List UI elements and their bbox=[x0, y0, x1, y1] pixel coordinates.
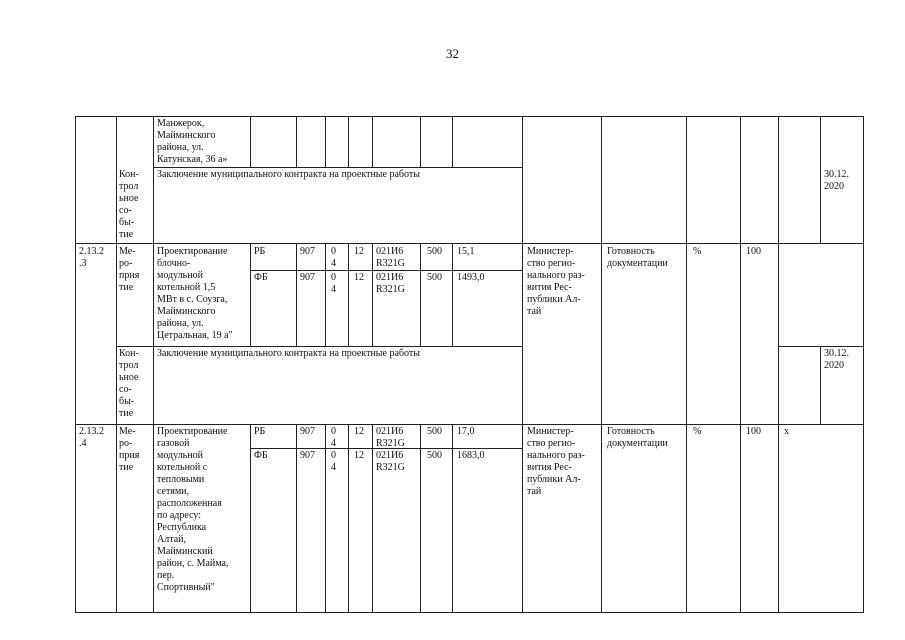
fin-rz: 0 4 bbox=[331, 272, 336, 295]
fin-sum: 1683,0 bbox=[457, 450, 485, 461]
row-name: Проектирование блочно- модульной котельной 1,5 МВт в с. Соузга, Майминского района, ул. Цетральная, 19 а" bbox=[157, 246, 233, 341]
fin-rz: 0 4 bbox=[331, 426, 336, 449]
fin-pr: 12 bbox=[354, 450, 364, 461]
fin-pr: 12 bbox=[354, 426, 364, 437]
fin-source: ФБ bbox=[254, 450, 268, 461]
fin-sum: 17,0 bbox=[457, 426, 475, 437]
control-event-date: 30.12. 2020 bbox=[824, 169, 849, 192]
fin-rz: 0 4 bbox=[331, 246, 336, 269]
row-type: Ме- ро- прия тие bbox=[119, 246, 140, 293]
row-value: 100 bbox=[746, 246, 761, 257]
fin-csr: 021И6 R321G bbox=[376, 272, 405, 295]
row-indicator: Готовность документации bbox=[607, 426, 668, 449]
fin-sum: 15,1 bbox=[457, 246, 475, 257]
fin-pr: 12 bbox=[354, 246, 364, 257]
fin-csr: 021И6 R321G bbox=[376, 246, 405, 269]
fin-grbs: 907 bbox=[300, 272, 315, 283]
fin-source: ФБ bbox=[254, 272, 268, 283]
fin-vr: 500 bbox=[427, 426, 442, 437]
fin-csr: 021И6 R321G bbox=[376, 450, 405, 473]
fin-csr: 021И6 R321G bbox=[376, 426, 405, 449]
fin-pr: 12 bbox=[354, 272, 364, 283]
row-a-name: Манжерок, Майминского района, ул. Катунская, 36 а» bbox=[157, 118, 228, 165]
row-extra: х bbox=[784, 426, 789, 437]
row-type: Ме- ро- прия тие bbox=[119, 426, 140, 473]
fin-vr: 500 bbox=[427, 450, 442, 461]
fin-grbs: 907 bbox=[300, 246, 315, 257]
page-number: 32 bbox=[446, 46, 459, 61]
control-event-text: Заключение муниципального контракта на проектные работы bbox=[157, 169, 420, 180]
control-event-label: Кон- трол ьное со- бы- тие bbox=[119, 169, 139, 240]
row-value: 100 bbox=[746, 426, 761, 437]
row-unit: % bbox=[693, 426, 702, 437]
fin-grbs: 907 bbox=[300, 426, 315, 437]
row-executor: Министер- ство регио- нального раз- вития Рес- публики Ал- тай bbox=[527, 246, 585, 317]
control-event-label: Кон- трол ьное со- бы- тие bbox=[119, 348, 139, 419]
row-number: 2.13.2 .3 bbox=[79, 246, 104, 269]
control-event-date: 30.12. 2020 bbox=[824, 348, 849, 371]
fin-rz: 0 4 bbox=[331, 450, 336, 473]
fin-vr: 500 bbox=[427, 272, 442, 283]
fin-grbs: 907 bbox=[300, 450, 315, 461]
fin-source: РБ bbox=[254, 426, 266, 437]
fin-vr: 500 bbox=[427, 246, 442, 257]
control-event-text: Заключение муниципального контракта на проектные работы bbox=[157, 348, 420, 359]
row-unit: % bbox=[693, 246, 702, 257]
row-number: 2.13.2 .4 bbox=[79, 426, 104, 449]
row-indicator: Готовность документации bbox=[607, 246, 668, 269]
fin-source: РБ bbox=[254, 246, 266, 257]
fin-sum: 1493,0 bbox=[457, 272, 485, 283]
row-name: Проектирование газовой модульной котельной с тепловыми сетями, расположенная по адресу: Республика Алтай, Майминский район, с. Майма, пер. Спортивный" bbox=[157, 426, 229, 593]
row-executor: Министер- ство регио- нального раз- вития Рес- публики Ал- тай bbox=[527, 426, 585, 497]
